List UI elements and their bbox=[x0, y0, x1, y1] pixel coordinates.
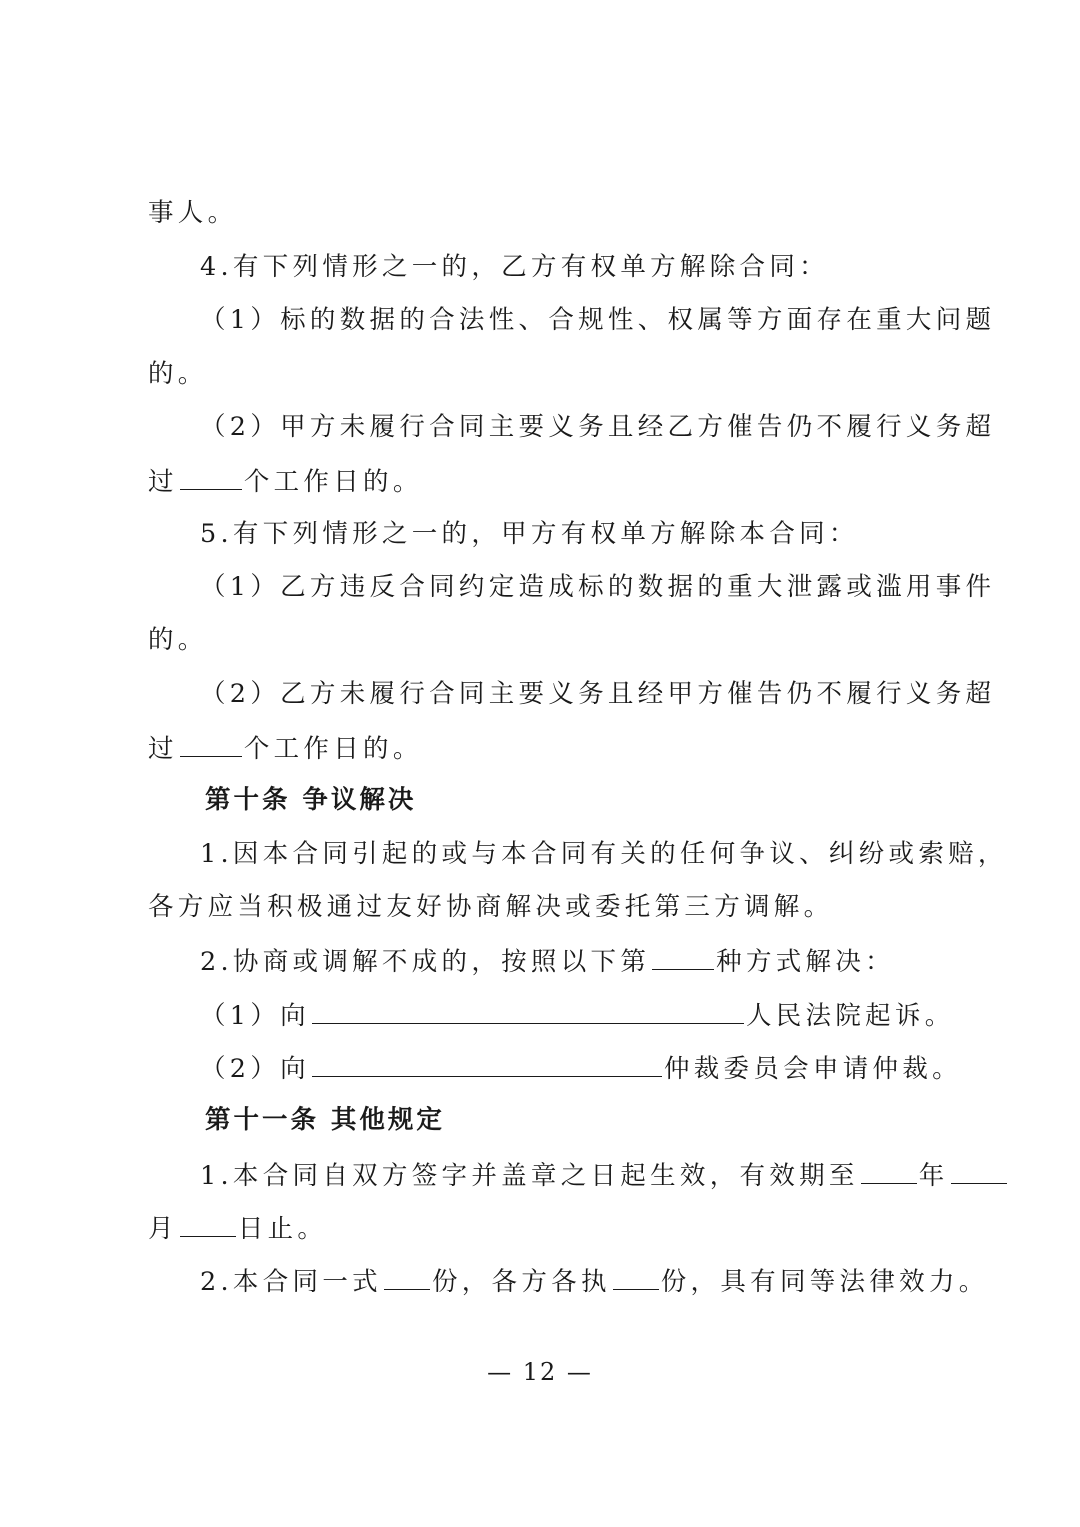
fill-line-overdue-1 bbox=[148, 463, 938, 499]
fill-text: 份，具有同等法律效力。 bbox=[660, 1267, 989, 1297]
fill-line-overdue-2 bbox=[148, 730, 938, 766]
fill-text: 2.协商或调解不成的，按照以下第 bbox=[200, 947, 651, 977]
text-line: 事人。 bbox=[148, 198, 238, 228]
fill-text: 月 bbox=[148, 1214, 178, 1244]
blank-field[interactable] bbox=[861, 1157, 917, 1184]
fill-text: 日止。 bbox=[237, 1214, 328, 1244]
fill-text: 个工作日的。 bbox=[243, 467, 423, 497]
article-10-clause-2 bbox=[200, 943, 990, 979]
article-10-clause-1: 1.因本合同引起的或与本合同有关的任何争议、纠纷或索赔， bbox=[200, 839, 1008, 869]
fill-text: 1.本合同自双方签字并盖章之日起生效，有效期至 bbox=[200, 1161, 859, 1191]
fill-text: 过 bbox=[148, 467, 178, 497]
clause-5-item-1: （1）乙方违反合同约定造成标的数据的重大泄露或滥用事件 bbox=[200, 572, 996, 602]
clause-4-item-1: （1）标的数据的合法性、合规性、权属等方面存在重大问题 bbox=[200, 305, 996, 335]
clause-5: 5.有下列情形之一的，甲方有权单方解除本合同： bbox=[200, 519, 859, 549]
fill-text: 仲裁委员会申请仲裁。 bbox=[663, 1054, 962, 1084]
fill-text: 过 bbox=[148, 734, 178, 764]
text-line: 的。 bbox=[148, 625, 208, 655]
option-arbitration bbox=[200, 1050, 990, 1086]
blank-field[interactable] bbox=[384, 1263, 430, 1290]
fill-text: 年 bbox=[918, 1161, 949, 1191]
page-number: — 12 — bbox=[487, 1358, 593, 1386]
blank-field[interactable] bbox=[951, 1157, 1007, 1184]
blank-field[interactable] bbox=[180, 463, 242, 490]
blank-field[interactable] bbox=[312, 997, 744, 1024]
fill-text: 份，各方各执 bbox=[431, 1267, 611, 1297]
blank-field[interactable] bbox=[613, 1263, 659, 1290]
clause-4: 4.有下列情形之一的，乙方有权单方解除合同： bbox=[200, 252, 829, 282]
article-11-clause-1 bbox=[200, 1157, 990, 1193]
blank-field[interactable] bbox=[180, 1210, 236, 1237]
article-10-heading: 第十条 争议解决 bbox=[205, 785, 417, 815]
fill-text: （2）向 bbox=[200, 1054, 310, 1084]
blank-field[interactable] bbox=[312, 1050, 662, 1077]
article-11-clause-2 bbox=[200, 1263, 990, 1299]
fill-text: （1）向 bbox=[200, 1001, 310, 1031]
fill-text: 2.本合同一式 bbox=[200, 1267, 382, 1297]
fill-text: 人民法院起诉。 bbox=[745, 1001, 955, 1031]
fill-text: 种方式解决： bbox=[716, 947, 895, 977]
blank-field[interactable] bbox=[180, 730, 242, 757]
text-line: 的。 bbox=[148, 359, 208, 389]
text-line: 各方应当积极通过友好协商解决或委托第三方调解。 bbox=[148, 892, 834, 922]
clause-5-item-2: （2）乙方未履行合同主要义务且经甲方催告仍不履行义务超 bbox=[200, 679, 996, 709]
fill-text: 个工作日的。 bbox=[243, 734, 423, 764]
option-court bbox=[200, 997, 990, 1033]
clause-4-item-2: （2）甲方未履行合同主要义务且经乙方催告仍不履行义务超 bbox=[200, 412, 996, 442]
article-11-heading: 第十一条 其他规定 bbox=[205, 1105, 445, 1135]
blank-field[interactable] bbox=[652, 943, 714, 970]
fill-line-validity-end bbox=[148, 1210, 938, 1246]
